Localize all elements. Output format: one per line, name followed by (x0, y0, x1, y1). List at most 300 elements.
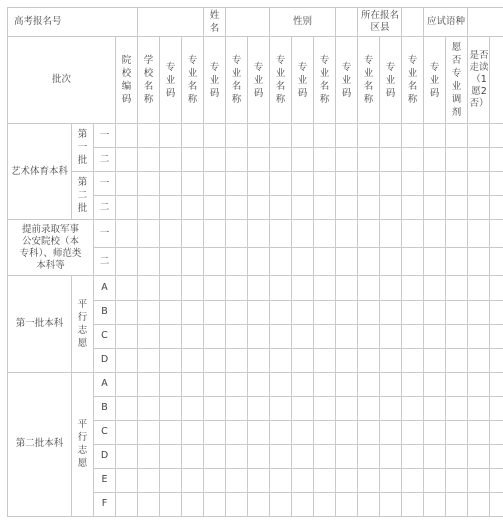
exam-number-input[interactable] (138, 8, 204, 37)
entry-cell[interactable] (336, 348, 358, 372)
entry-cell[interactable] (138, 300, 160, 324)
entry-cell[interactable] (468, 148, 490, 172)
entry-cell[interactable] (270, 420, 292, 444)
entry-cell[interactable] (182, 220, 204, 248)
entry-cell[interactable] (358, 300, 380, 324)
entry-cell[interactable] (182, 276, 204, 300)
entry-cell[interactable] (138, 196, 160, 220)
entry-cell[interactable] (160, 444, 182, 468)
entry-cell[interactable] (336, 396, 358, 420)
entry-cell[interactable] (138, 148, 160, 172)
entry-cell[interactable] (248, 372, 270, 396)
entry-cell[interactable] (490, 492, 503, 516)
entry-cell[interactable] (380, 396, 402, 420)
entry-cell[interactable] (424, 248, 446, 276)
entry-cell[interactable] (336, 372, 358, 396)
entry-cell[interactable] (446, 196, 468, 220)
entry-cell[interactable] (446, 348, 468, 372)
entry-cell[interactable] (314, 492, 336, 516)
entry-cell[interactable] (380, 124, 402, 148)
entry-cell[interactable] (270, 220, 292, 248)
entry-cell[interactable] (160, 372, 182, 396)
entry-cell[interactable] (270, 396, 292, 420)
entry-cell[interactable] (248, 300, 270, 324)
entry-cell[interactable] (116, 220, 138, 248)
entry-cell[interactable] (402, 348, 424, 372)
entry-cell[interactable] (468, 172, 490, 196)
entry-cell[interactable] (138, 468, 160, 492)
entry-cell[interactable] (380, 148, 402, 172)
entry-cell[interactable] (402, 420, 424, 444)
entry-cell[interactable] (468, 396, 490, 420)
entry-cell[interactable] (468, 420, 490, 444)
entry-cell[interactable] (226, 348, 248, 372)
entry-cell[interactable] (402, 492, 424, 516)
entry-cell[interactable] (336, 420, 358, 444)
entry-cell[interactable] (358, 276, 380, 300)
entry-cell[interactable] (248, 220, 270, 248)
entry-cell[interactable] (226, 196, 248, 220)
entry-cell[interactable] (336, 196, 358, 220)
entry-cell[interactable] (468, 196, 490, 220)
entry-cell[interactable] (424, 372, 446, 396)
entry-cell[interactable] (380, 468, 402, 492)
entry-cell[interactable] (358, 148, 380, 172)
entry-cell[interactable] (248, 196, 270, 220)
entry-cell[interactable] (402, 468, 424, 492)
entry-cell[interactable] (468, 220, 490, 248)
entry-cell[interactable] (292, 248, 314, 276)
entry-cell[interactable] (270, 124, 292, 148)
entry-cell[interactable] (468, 276, 490, 300)
entry-cell[interactable] (336, 124, 358, 148)
col-major-name-5: 专业名称 (358, 37, 380, 124)
entry-cell[interactable] (358, 196, 380, 220)
entry-cell[interactable] (314, 324, 336, 348)
entry-cell[interactable] (490, 444, 503, 468)
entry-cell[interactable] (446, 276, 468, 300)
entry-cell[interactable] (116, 124, 138, 148)
entry-cell[interactable] (292, 468, 314, 492)
gender-input[interactable] (336, 8, 358, 37)
entry-cell[interactable] (270, 372, 292, 396)
language-label: 应试语种 (424, 8, 468, 37)
entry-cell[interactable] (402, 220, 424, 248)
entry-cell[interactable] (446, 148, 468, 172)
entry-cell[interactable] (160, 220, 182, 248)
entry-cell[interactable] (380, 492, 402, 516)
entry-cell[interactable] (160, 348, 182, 372)
entry-cell[interactable] (314, 172, 336, 196)
entry-cell[interactable] (490, 248, 503, 276)
entry-cell[interactable] (226, 324, 248, 348)
language-input[interactable] (468, 8, 503, 37)
entry-cell[interactable] (226, 420, 248, 444)
entry-cell[interactable] (182, 468, 204, 492)
entry-cell[interactable] (204, 492, 226, 516)
entry-cell[interactable] (270, 300, 292, 324)
entry-cell[interactable] (248, 324, 270, 348)
entry-cell[interactable] (204, 276, 226, 300)
entry-cell[interactable] (314, 468, 336, 492)
entry-cell[interactable] (182, 124, 204, 148)
entry-cell[interactable] (402, 324, 424, 348)
entry-cell[interactable] (380, 444, 402, 468)
entry-cell[interactable] (160, 300, 182, 324)
entry-cell[interactable] (490, 196, 503, 220)
entry-cell[interactable] (424, 420, 446, 444)
entry-cell[interactable] (402, 124, 424, 148)
entry-cell[interactable] (270, 248, 292, 276)
entry-cell[interactable] (226, 396, 248, 420)
entry-cell[interactable] (446, 300, 468, 324)
entry-cell[interactable] (358, 420, 380, 444)
entry-cell[interactable] (160, 124, 182, 148)
entry-cell[interactable] (248, 444, 270, 468)
entry-cell[interactable] (292, 348, 314, 372)
entry-cell[interactable] (270, 444, 292, 468)
entry-cell[interactable] (248, 492, 270, 516)
entry-cell[interactable] (116, 324, 138, 348)
entry-cell[interactable] (182, 348, 204, 372)
entry-cell[interactable] (424, 220, 446, 248)
entry-cell[interactable] (292, 324, 314, 348)
entry-cell[interactable] (490, 220, 503, 248)
col-major-name-1: 专业名称 (182, 37, 204, 124)
entry-cell[interactable] (402, 300, 424, 324)
entry-cell[interactable] (424, 348, 446, 372)
entry-cell[interactable] (292, 492, 314, 516)
entry-cell[interactable] (138, 248, 160, 276)
entry-cell[interactable] (358, 468, 380, 492)
entry-cell[interactable] (380, 196, 402, 220)
name-input[interactable] (226, 8, 270, 37)
entry-cell[interactable] (292, 148, 314, 172)
entry-cell[interactable] (182, 492, 204, 516)
entry-cell[interactable] (446, 396, 468, 420)
entry-cell[interactable] (248, 148, 270, 172)
entry-cell[interactable] (336, 172, 358, 196)
entry-cell[interactable] (226, 248, 248, 276)
entry-cell[interactable] (402, 248, 424, 276)
entry-cell[interactable] (138, 220, 160, 248)
entry-cell[interactable] (468, 468, 490, 492)
entry-cell[interactable] (270, 348, 292, 372)
entry-cell[interactable] (468, 372, 490, 396)
entry-cell[interactable] (336, 444, 358, 468)
entry-cell[interactable] (358, 324, 380, 348)
entry-cell[interactable] (138, 348, 160, 372)
entry-cell[interactable] (358, 124, 380, 148)
entry-cell[interactable] (292, 172, 314, 196)
entry-cell[interactable] (424, 172, 446, 196)
entry-cell[interactable] (292, 276, 314, 300)
entry-cell[interactable] (138, 324, 160, 348)
entry-cell[interactable] (358, 248, 380, 276)
entry-cell[interactable] (292, 444, 314, 468)
entry-cell[interactable] (292, 420, 314, 444)
entry-cell[interactable] (270, 172, 292, 196)
entry-cell[interactable] (204, 420, 226, 444)
entry-cell[interactable] (160, 396, 182, 420)
entry-cell[interactable] (314, 196, 336, 220)
entry-cell[interactable] (226, 148, 248, 172)
entry-cell[interactable] (160, 468, 182, 492)
entry-cell[interactable] (336, 324, 358, 348)
entry-cell[interactable] (226, 444, 248, 468)
entry-cell[interactable] (424, 324, 446, 348)
entry-cell[interactable] (446, 248, 468, 276)
entry-cell[interactable] (314, 372, 336, 396)
entry-cell[interactable] (204, 324, 226, 348)
entry-cell[interactable] (402, 196, 424, 220)
entry-cell[interactable] (116, 276, 138, 300)
entry-cell[interactable] (160, 420, 182, 444)
entry-cell[interactable] (380, 300, 402, 324)
entry-cell[interactable] (116, 172, 138, 196)
entry-cell[interactable] (314, 124, 336, 148)
entry-cell[interactable] (468, 348, 490, 372)
entry-cell[interactable] (490, 148, 503, 172)
entry-cell[interactable] (402, 396, 424, 420)
entry-cell[interactable] (292, 396, 314, 420)
entry-cell[interactable] (204, 220, 226, 248)
entry-cell[interactable] (248, 348, 270, 372)
entry-cell[interactable] (446, 468, 468, 492)
entry-cell[interactable] (314, 248, 336, 276)
table-row (8, 124, 503, 148)
entry-cell[interactable] (270, 196, 292, 220)
entry-cell[interactable] (248, 172, 270, 196)
entry-cell[interactable] (446, 420, 468, 444)
district-input[interactable] (402, 8, 424, 37)
entry-cell[interactable] (182, 248, 204, 276)
entry-cell[interactable] (490, 348, 503, 372)
entry-cell[interactable] (204, 248, 226, 276)
entry-cell[interactable] (336, 148, 358, 172)
entry-cell[interactable] (336, 220, 358, 248)
entry-cell[interactable] (490, 300, 503, 324)
entry-cell[interactable] (314, 444, 336, 468)
entry-cell[interactable] (138, 492, 160, 516)
entry-cell[interactable] (138, 172, 160, 196)
entry-cell[interactable] (182, 324, 204, 348)
entry-cell[interactable] (160, 492, 182, 516)
entry-cell[interactable] (204, 196, 226, 220)
entry-cell[interactable] (446, 324, 468, 348)
entry-cell[interactable] (204, 148, 226, 172)
entry-cell[interactable] (160, 324, 182, 348)
entry-cell[interactable] (314, 276, 336, 300)
entry-cell[interactable] (424, 196, 446, 220)
entry-cell[interactable] (402, 148, 424, 172)
entry-cell[interactable] (446, 124, 468, 148)
entry-cell[interactable] (490, 172, 503, 196)
entry-cell[interactable] (358, 492, 380, 516)
entry-cell[interactable] (314, 148, 336, 172)
entry-cell[interactable] (490, 468, 503, 492)
entry-cell[interactable] (424, 300, 446, 324)
entry-cell[interactable] (204, 348, 226, 372)
entry-cell[interactable] (138, 124, 160, 148)
entry-cell[interactable] (380, 420, 402, 444)
entry-cell[interactable] (336, 492, 358, 516)
entry-cell[interactable] (336, 276, 358, 300)
entry-cell[interactable] (446, 220, 468, 248)
entry-cell[interactable] (116, 300, 138, 324)
entry-cell[interactable] (380, 372, 402, 396)
entry-cell[interactable] (138, 444, 160, 468)
entry-cell[interactable] (270, 148, 292, 172)
entry-cell[interactable] (490, 324, 503, 348)
entry-cell[interactable] (446, 372, 468, 396)
entry-cell[interactable] (336, 468, 358, 492)
entry-cell[interactable] (358, 372, 380, 396)
entry-cell[interactable] (314, 220, 336, 248)
entry-cell[interactable] (402, 276, 424, 300)
entry-cell[interactable] (182, 420, 204, 444)
entry-cell[interactable] (358, 220, 380, 248)
entry-cell[interactable] (424, 396, 446, 420)
entry-cell[interactable] (182, 300, 204, 324)
entry-cell[interactable] (270, 492, 292, 516)
entry-cell[interactable] (424, 492, 446, 516)
entry-cell[interactable] (336, 248, 358, 276)
entry-cell[interactable] (314, 348, 336, 372)
entry-cell[interactable] (116, 420, 138, 444)
entry-cell[interactable] (248, 124, 270, 148)
entry-cell[interactable] (248, 420, 270, 444)
entry-cell[interactable] (292, 300, 314, 324)
entry-cell[interactable] (204, 372, 226, 396)
entry-cell[interactable] (468, 248, 490, 276)
entry-cell[interactable] (358, 172, 380, 196)
entry-cell[interactable] (138, 276, 160, 300)
entry-cell[interactable] (182, 148, 204, 172)
entry-cell[interactable] (138, 372, 160, 396)
entry-cell[interactable] (490, 396, 503, 420)
entry-cell[interactable] (204, 300, 226, 324)
entry-cell[interactable] (270, 324, 292, 348)
entry-cell[interactable] (248, 276, 270, 300)
entry-cell[interactable] (446, 172, 468, 196)
entry-cell[interactable] (424, 468, 446, 492)
entry-cell[interactable] (358, 444, 380, 468)
entry-cell[interactable] (424, 148, 446, 172)
entry-cell[interactable] (248, 468, 270, 492)
entry-cell[interactable] (314, 396, 336, 420)
entry-cell[interactable] (226, 300, 248, 324)
entry-cell[interactable] (116, 348, 138, 372)
row-mark: E (94, 468, 116, 492)
entry-cell[interactable] (226, 492, 248, 516)
entry-cell[interactable] (292, 220, 314, 248)
entry-cell[interactable] (468, 324, 490, 348)
entry-cell[interactable] (424, 124, 446, 148)
entry-cell[interactable] (160, 248, 182, 276)
entry-cell[interactable] (358, 348, 380, 372)
entry-cell[interactable] (204, 444, 226, 468)
entry-cell[interactable] (292, 372, 314, 396)
entry-cell[interactable] (204, 468, 226, 492)
entry-cell[interactable] (402, 444, 424, 468)
entry-cell[interactable] (270, 468, 292, 492)
entry-cell[interactable] (468, 492, 490, 516)
entry-cell[interactable] (116, 468, 138, 492)
entry-cell[interactable] (490, 420, 503, 444)
entry-cell[interactable] (160, 172, 182, 196)
entry-cell[interactable] (402, 172, 424, 196)
entry-cell[interactable] (182, 444, 204, 468)
entry-cell[interactable] (204, 124, 226, 148)
entry-cell[interactable] (116, 148, 138, 172)
entry-cell[interactable] (138, 396, 160, 420)
entry-cell[interactable] (116, 396, 138, 420)
entry-cell[interactable] (490, 276, 503, 300)
entry-cell[interactable] (380, 324, 402, 348)
entry-cell[interactable] (314, 300, 336, 324)
entry-cell[interactable] (182, 172, 204, 196)
entry-cell[interactable] (116, 372, 138, 396)
entry-cell[interactable] (226, 468, 248, 492)
entry-cell[interactable] (468, 124, 490, 148)
entry-cell[interactable] (424, 444, 446, 468)
entry-cell[interactable] (446, 444, 468, 468)
col-major-code-7: 专业码 (424, 37, 446, 124)
entry-cell[interactable] (116, 444, 138, 468)
entry-cell[interactable] (380, 248, 402, 276)
entry-cell[interactable] (380, 220, 402, 248)
section-advance: 提前录取军事公安院校（本专科）、师范类本科等 (8, 220, 94, 276)
entry-cell[interactable] (138, 420, 160, 444)
entry-cell[interactable] (204, 396, 226, 420)
entry-cell[interactable] (402, 372, 424, 396)
entry-cell[interactable] (248, 248, 270, 276)
entry-cell[interactable] (160, 276, 182, 300)
entry-cell[interactable] (424, 276, 446, 300)
entry-cell[interactable] (116, 248, 138, 276)
entry-cell[interactable] (380, 348, 402, 372)
entry-cell[interactable] (468, 444, 490, 468)
entry-cell[interactable] (314, 420, 336, 444)
entry-cell[interactable] (116, 196, 138, 220)
entry-cell[interactable] (446, 492, 468, 516)
entry-cell[interactable] (270, 276, 292, 300)
entry-cell[interactable] (116, 492, 138, 516)
entry-cell[interactable] (358, 396, 380, 420)
entry-cell[interactable] (336, 300, 358, 324)
entry-cell[interactable] (226, 220, 248, 248)
entry-cell[interactable] (182, 372, 204, 396)
entry-cell[interactable] (204, 172, 226, 196)
entry-cell[interactable] (226, 124, 248, 148)
entry-cell[interactable] (490, 124, 503, 148)
entry-cell[interactable] (226, 372, 248, 396)
entry-cell[interactable] (380, 172, 402, 196)
entry-cell[interactable] (380, 276, 402, 300)
entry-cell[interactable] (160, 196, 182, 220)
entry-cell[interactable] (292, 196, 314, 220)
entry-cell[interactable] (182, 396, 204, 420)
entry-cell[interactable] (160, 148, 182, 172)
entry-cell[interactable] (182, 196, 204, 220)
entry-cell[interactable] (490, 372, 503, 396)
entry-cell[interactable] (248, 396, 270, 420)
entry-cell[interactable] (468, 300, 490, 324)
entry-cell[interactable] (292, 124, 314, 148)
entry-cell[interactable] (226, 276, 248, 300)
entry-cell[interactable] (226, 172, 248, 196)
